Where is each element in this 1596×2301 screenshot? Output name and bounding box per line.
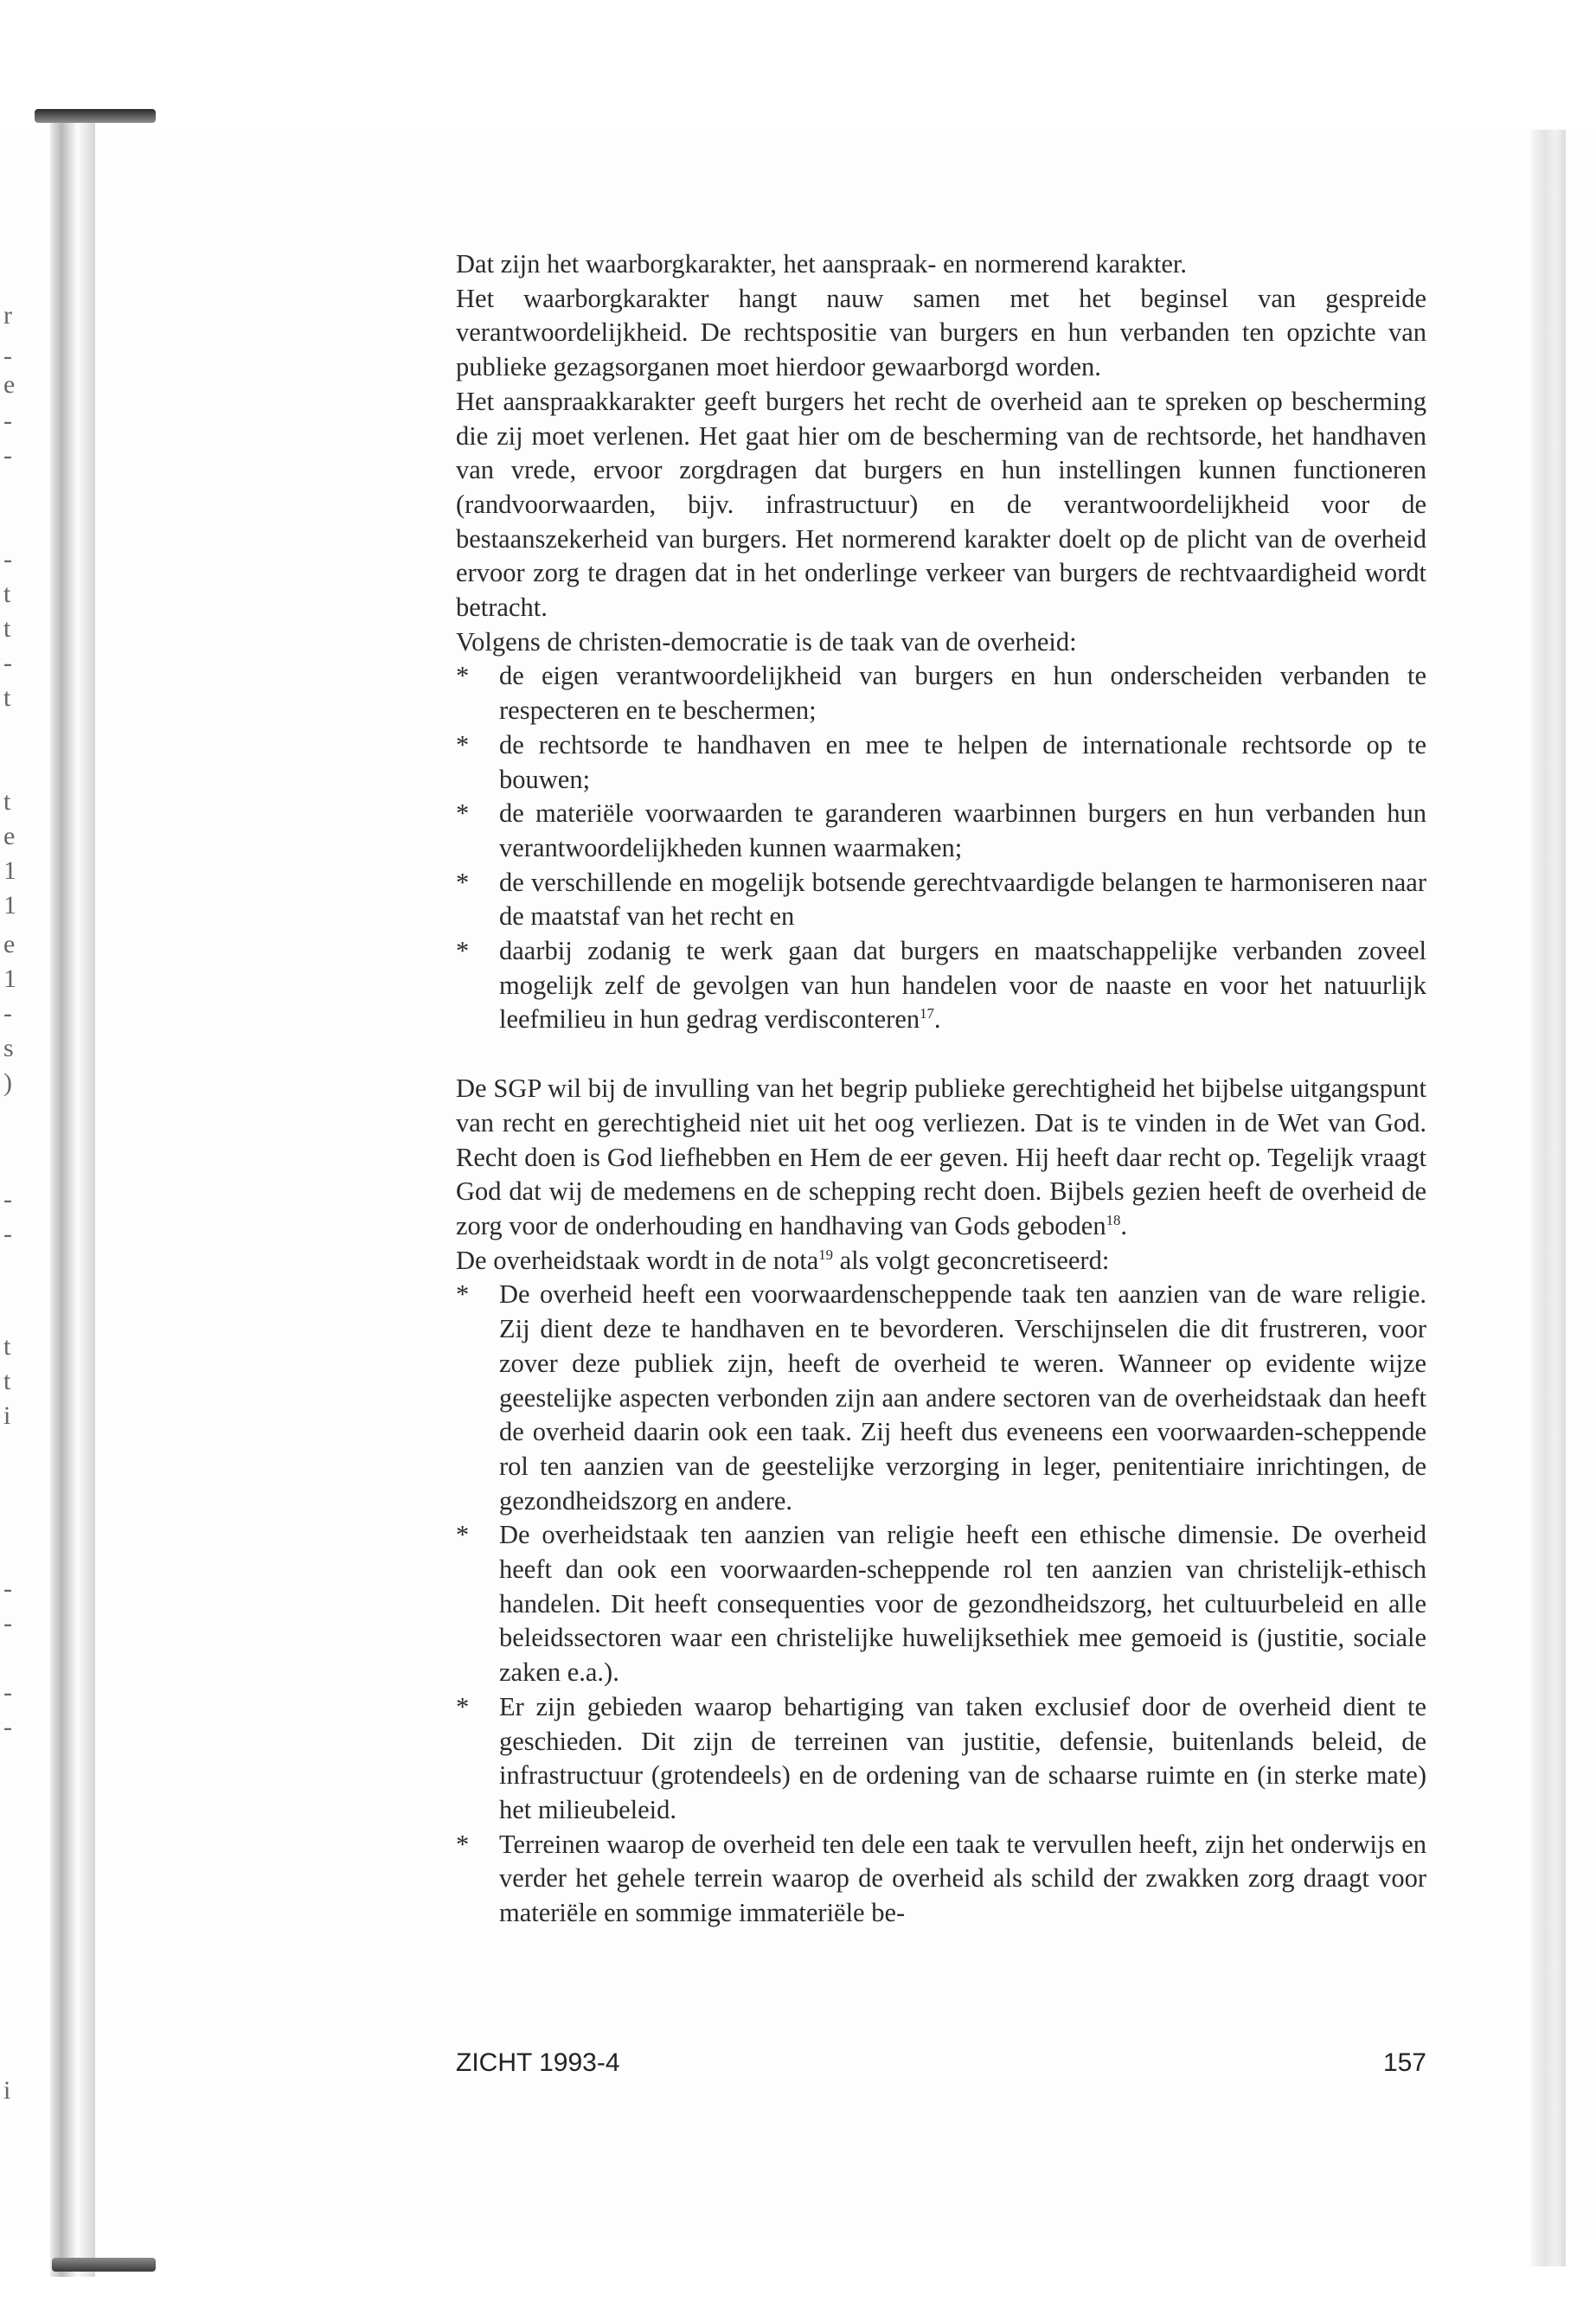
page-number: 157 — [1382, 2048, 1426, 2077]
margin-char: - — [3, 1609, 12, 1638]
margin-char: - — [3, 1713, 12, 1741]
cda-bullet-list — [456, 659, 1426, 1037]
margin-char: e — [3, 822, 16, 850]
margin-char: t — [3, 1332, 11, 1361]
margin-char: - — [3, 1185, 12, 1214]
cda-list-intro: Volgens de christen-democratie is de taak van de overheid: — [456, 626, 1077, 657]
margin-char: - — [3, 545, 12, 574]
margin-char: t — [3, 614, 11, 643]
page-right-edge — [1531, 130, 1566, 2266]
bullet-marker: * — [456, 1520, 470, 1550]
list-item-text: De overheidstaak ten aanzien van religie heeft een ethische dimensie. De overheid heeft dan ook een voorwaarden-scheppende rol ten aanzien van christelijk-ethisch handelen. Dit heeft consequenties voor de gezondheidszorg, het cultuurbeleid en alle beleidssectoren waar een christelijke huwelijksethiek mee gemoeid is (justitie, sociale zaken e.a.). — [499, 1520, 1426, 1688]
bullet-marker: * — [456, 729, 470, 760]
margin-char: - — [3, 407, 12, 435]
paragraph-spacer — [456, 1037, 1426, 1072]
list-item — [456, 866, 1426, 934]
article-body — [456, 247, 1426, 1931]
punctuation: . — [1120, 1210, 1127, 1240]
page-footer — [456, 2048, 1426, 2083]
sgp-text: De SGP wil bij de invulling van het begrip publieke gerechtigheid het bijbelse uitgangspunt van recht en gerechtigheid niet uit het oog verliezen. Dat is te vinden in de Wet van God. Recht doen is God liefhebben en Hem de eer geven. Hij heeft daar recht op. Tegelijk vraagt God dat wij de medemens en de schepping recht doen. Bijbels gezien heeft de overheid de zorg voor de onderhouding en handhaving van Gods geboden — [456, 1074, 1426, 1240]
bullet-marker: * — [456, 867, 470, 897]
sgp-intro-text-end: als volgt geconcretiseerd: — [833, 1245, 1110, 1275]
punctuation: . — [933, 1004, 941, 1035]
list-item-text: De overheid heeft een voorwaardenscheppende taak ten aanzien van de ware religie. Zij dient deze te handhaven en te bevorderen. Verschijnselen die dit frustreren, voor zover deze publiek zijn, heeft de overheid te weren. Wanneer op evidente wijze geestelijke aspecten verbonden zijn aan andere sectoren van de overheidstaak dan heeft de overheid daarin ook een taak. Zij heeft dus eveneens een voorwaarden-scheppende rol ten aanzien van de geestelijke verzorging in leger, penitentiaire inrichtingen, de gezondheidszorg en andere. — [499, 1279, 1426, 1516]
margin-char: r — [3, 301, 12, 330]
margin-char: - — [3, 1574, 12, 1603]
bullet-marker: * — [456, 936, 470, 966]
book-binding — [50, 114, 95, 2277]
margin-char: e — [3, 370, 16, 399]
margin-char: - — [3, 441, 12, 470]
margin-char: ) — [3, 1068, 12, 1097]
sgp-paragraph — [456, 1072, 1426, 1244]
list-item — [456, 728, 1426, 797]
margin-char: 1 — [3, 856, 16, 885]
bullet-marker: * — [456, 1829, 470, 1859]
margin-char: i — [3, 2076, 11, 2105]
margin-char: - — [3, 649, 12, 677]
margin-char: - — [3, 1220, 12, 1248]
margin-char: t — [3, 787, 11, 816]
list-item — [456, 1278, 1426, 1518]
binding-top-edge — [35, 109, 156, 123]
intro-sentence: Dat zijn het waarborgkarakter, het aanspraak- en normerend karakter. — [456, 249, 1188, 279]
binding-bottom-edge — [52, 2258, 156, 2272]
list-item-text: Terreinen waarop de overheid ten dele een taak te vervullen heeft, zijn het onderwijs en verder het gehele terrein waarop de overheid als schild der zwakken zorg draagt voor materiële en sommige immateriële be- — [499, 1829, 1426, 1928]
list-item — [499, 934, 1426, 1037]
margin-char: s — [3, 1034, 14, 1062]
margin-char: - — [3, 342, 12, 370]
list-item-text: de verschillende en mogelijk botsende gerechtvaardigde belangen te harmoniseren naar de maatstaf van het recht en — [499, 867, 1426, 932]
list-item-text: daarbij zodanig te werk gaan dat burgers en maatschappelijke verbanden zoveel mogelijk zelf de gevolgen van hun handelen voor de naaste en voor het natuurlijk leefmilieu in hun gedrag verdisconteren — [499, 936, 1426, 1035]
journal-issue: ZICHT 1993-4 — [456, 2048, 620, 2077]
list-item-text: Er zijn gebieden waarop behartiging van taken exclusief door de overheid dient te geschieden. Dit zijn de terreinen van justitie, defensie, buitenlands beleid, de infrastructuur (grotendeels) en de ordening van de schaarse ruimte en (in sterke mate) het milieubeleid. — [499, 1691, 1426, 1824]
list-item-text: de materiële voorwaarden te garanderen waarbinnen burgers en hun verbanden hun verantwoordelijkheden kunnen waarmaken; — [499, 798, 1426, 862]
margin-char: t — [3, 580, 11, 608]
list-item — [456, 934, 1426, 1037]
bullet-marker: * — [456, 661, 470, 691]
list-item — [456, 659, 1426, 727]
sgp-list-intro — [456, 1244, 1426, 1279]
sgp-intro-text: De overheidstaak wordt in de nota — [456, 1245, 819, 1275]
bullet-marker: * — [456, 1279, 470, 1310]
list-item-text: de rechtsorde te handhaven en mee te helpen de internationale rechtsorde op te bouwen; — [499, 729, 1426, 794]
footnote-ref-17: 17 — [920, 1005, 934, 1022]
list-item — [456, 1828, 1426, 1931]
list-item — [456, 1518, 1426, 1690]
margin-char: 1 — [3, 965, 16, 993]
margin-char: i — [3, 1401, 11, 1430]
bullet-marker: * — [456, 1691, 470, 1721]
bullet-marker: * — [456, 798, 470, 829]
footnote-ref-19: 19 — [818, 1246, 834, 1263]
sgp-bullet-list — [456, 1278, 1426, 1930]
aanspraak-paragraph: Het aanspraakkarakter geeft burgers het recht de overheid aan te spreken op bescherming die zij moet verlenen. Het gaat hier om de bescherming van de rechtsorde, het handhaven van vrede, ervoor zorgdragen dat burgers en hun instellingen kunnen functioneren (randvoorwaarden, bijv. infrastructuur) en de verantwoordelijkheid voor de bestaanszekerheid van burgers. Het normerend karakter doelt op de plicht van de overheid ervoor zorg te dragen dat in het onderlinge verkeer van burgers de rechtvaardigheid wordt betracht. — [456, 386, 1426, 623]
list-item — [456, 797, 1426, 865]
margin-char: t — [3, 1367, 11, 1395]
margin-char: - — [3, 999, 12, 1028]
margin-char: e — [3, 930, 16, 958]
list-item-text: de eigen verantwoordelijkheid van burgers en hun onderscheiden verbanden te respecteren en te beschermen; — [499, 661, 1426, 726]
list-item — [456, 1690, 1426, 1828]
margin-char: t — [3, 683, 11, 712]
waarborg-paragraph: Het waarborgkarakter hangt nauw samen met het beginsel van gespreide verantwoordelijkheid. De rechtspositie van burgers en hun verbanden ten opzichte van publieke gezagsorganen moet hierdoor gewaarborgd worden. — [456, 283, 1426, 382]
margin-char: - — [3, 1678, 12, 1707]
footnote-ref-18: 18 — [1106, 1211, 1121, 1228]
margin-char: 1 — [3, 891, 16, 920]
